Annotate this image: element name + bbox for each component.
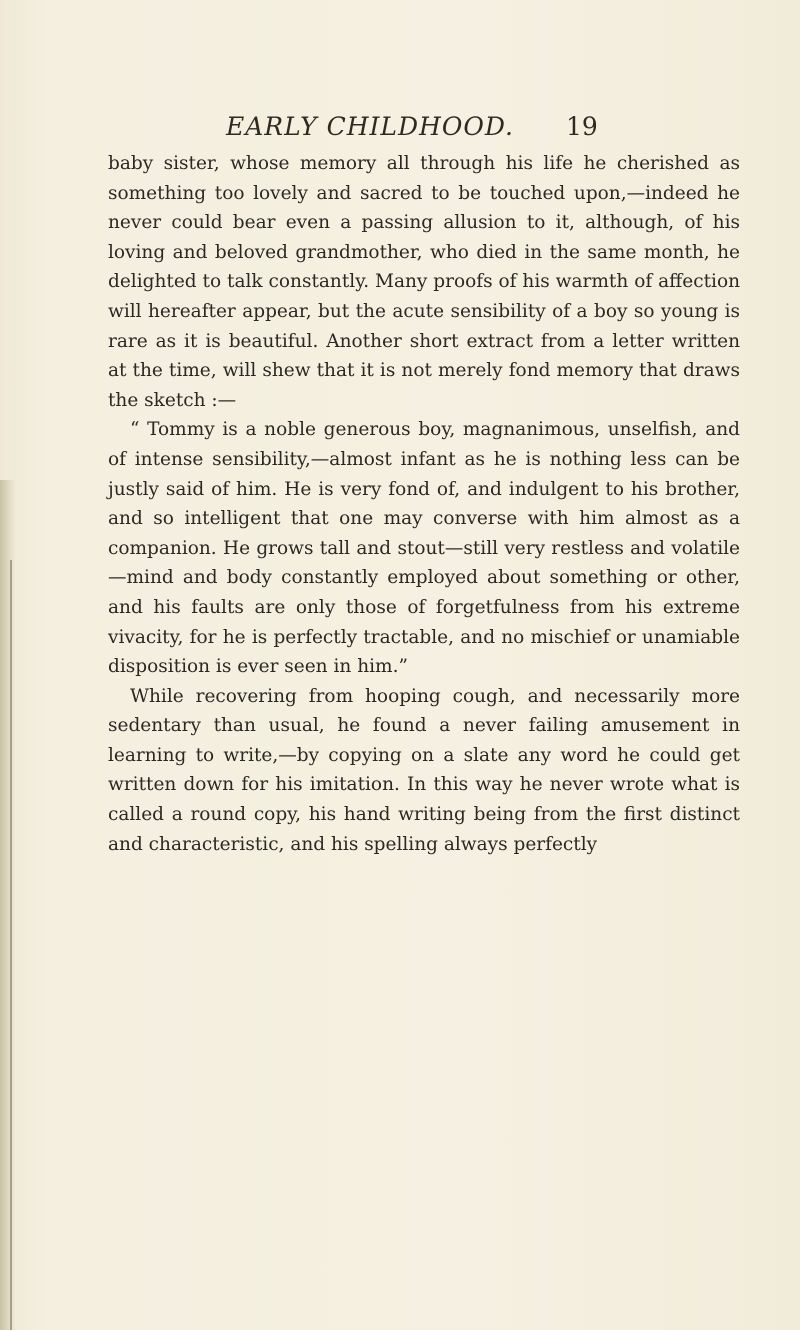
- paragraph-letter-quote: “ Tommy is a noble generous boy, magnanimous, unselfish, and of intense sensibility,—almost infant as he is nothing less can be justly said of him. He is very fond of, and indulgent to his brother, and so intelligent that one may converse with him almost as a companion. He grows tall and stout—still very restless and volatile —mind and body constantly employed about something or other, and his faults are only those of forgetfulness from his extreme vivacity, for he is perfectly tractable, and no mischief or unamiable disposition is ever seen in him.”: [108, 419, 740, 678]
- page-number: 19: [566, 112, 598, 141]
- body-text: [108, 149, 740, 859]
- running-title: EARLY CHILDHOOD.: [226, 112, 514, 141]
- paragraph-continuation: baby sister, whose memory all through his life he cherished as something too lovely and sacred to be touched upon,—indeed he never could bear even a passing allusion to it, although, of his loving and beloved grandmother, who died in the same month, he delighted to talk constantly. Many proofs of his warmth of affection will hereafter appear, but the acute sensibility of a boy so young is rare as it is beautiful. Another short extract from a letter written at the time, will shew that it is not merely fond memory that draws the sketch :—: [108, 153, 740, 411]
- binding-gutter-shadow: [0, 480, 16, 1330]
- paragraph-learning-to-write: While recovering from hooping cough, and necessarily more sedentary than usual, he found a never failing amusement in learning to write,—by copying on a slate any word he could get written down for his imitation. In this way he never wrote what is called a round copy, his hand writing being from the first distinct and characteristic, and his spelling always perfectly: [108, 685, 740, 855]
- page-header: [0, 112, 800, 152]
- binding-edge-line: [10, 560, 12, 1330]
